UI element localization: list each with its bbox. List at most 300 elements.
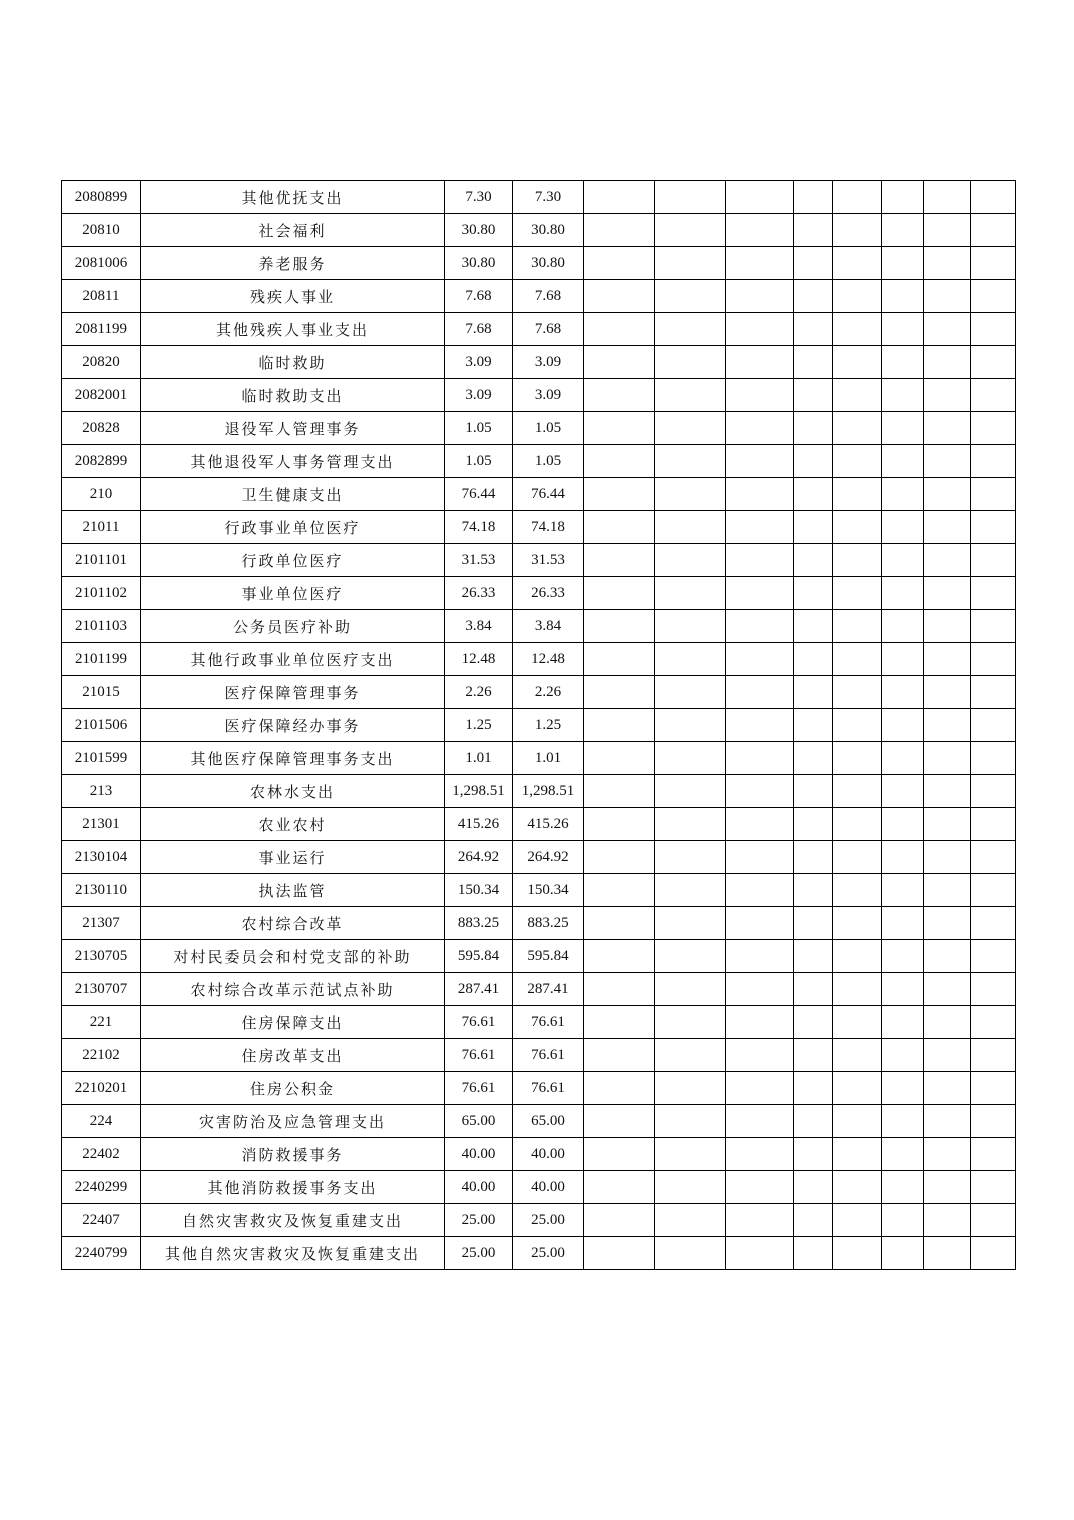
code-cell: 2240799 xyxy=(62,1237,141,1270)
empty-cell xyxy=(584,907,655,940)
item-name-cell: 养老服务 xyxy=(141,247,445,280)
amount-cell: 415.26 xyxy=(513,808,584,841)
empty-cell xyxy=(833,742,882,775)
item-name-cell: 行政单位医疗 xyxy=(141,544,445,577)
empty-cell xyxy=(924,874,971,907)
empty-cell xyxy=(726,478,794,511)
empty-cell xyxy=(794,940,833,973)
empty-cell xyxy=(584,478,655,511)
empty-cell xyxy=(924,379,971,412)
empty-cell xyxy=(794,478,833,511)
amount-cell: 65.00 xyxy=(445,1105,513,1138)
amount-cell: 31.53 xyxy=(513,544,584,577)
empty-cell xyxy=(971,1204,1016,1237)
amount-cell: 287.41 xyxy=(445,973,513,1006)
empty-cell xyxy=(971,643,1016,676)
empty-cell xyxy=(971,181,1016,214)
amount-cell: 595.84 xyxy=(513,940,584,973)
empty-cell xyxy=(655,808,726,841)
empty-cell xyxy=(971,313,1016,346)
empty-cell xyxy=(882,1171,924,1204)
code-cell: 2130707 xyxy=(62,973,141,1006)
empty-cell xyxy=(794,1138,833,1171)
empty-cell xyxy=(882,907,924,940)
empty-cell xyxy=(971,1105,1016,1138)
code-cell: 21015 xyxy=(62,676,141,709)
empty-cell xyxy=(833,379,882,412)
code-cell: 20820 xyxy=(62,346,141,379)
empty-cell xyxy=(794,1171,833,1204)
empty-cell xyxy=(924,742,971,775)
empty-cell xyxy=(971,511,1016,544)
empty-cell xyxy=(833,1204,882,1237)
empty-cell xyxy=(924,610,971,643)
item-name-cell: 农林水支出 xyxy=(141,775,445,808)
table-row xyxy=(62,412,1016,445)
empty-cell xyxy=(794,280,833,313)
empty-cell xyxy=(882,247,924,280)
code-cell: 2130705 xyxy=(62,940,141,973)
item-name-cell: 其他医疗保障管理事务支出 xyxy=(141,742,445,775)
item-name-cell: 对村民委员会和村党支部的补助 xyxy=(141,940,445,973)
empty-cell xyxy=(833,1138,882,1171)
empty-cell xyxy=(882,874,924,907)
empty-cell xyxy=(794,412,833,445)
empty-cell xyxy=(971,841,1016,874)
empty-cell xyxy=(726,280,794,313)
empty-cell xyxy=(584,1105,655,1138)
item-name-cell: 卫生健康支出 xyxy=(141,478,445,511)
amount-cell: 883.25 xyxy=(445,907,513,940)
empty-cell xyxy=(726,874,794,907)
item-name-cell: 医疗保障经办事务 xyxy=(141,709,445,742)
empty-cell xyxy=(794,610,833,643)
budget-table xyxy=(61,180,1016,1270)
amount-cell: 3.09 xyxy=(513,379,584,412)
empty-cell xyxy=(726,1138,794,1171)
empty-cell xyxy=(655,1204,726,1237)
item-name-cell: 农村综合改革 xyxy=(141,907,445,940)
item-name-cell: 执法监管 xyxy=(141,874,445,907)
empty-cell xyxy=(833,1006,882,1039)
empty-cell xyxy=(924,181,971,214)
empty-cell xyxy=(655,676,726,709)
empty-cell xyxy=(882,709,924,742)
item-name-cell: 其他残疾人事业支出 xyxy=(141,313,445,346)
empty-cell xyxy=(882,1006,924,1039)
empty-cell xyxy=(726,544,794,577)
amount-cell: 30.80 xyxy=(513,247,584,280)
empty-cell xyxy=(794,214,833,247)
empty-cell xyxy=(882,841,924,874)
empty-cell xyxy=(655,643,726,676)
code-cell: 210 xyxy=(62,478,141,511)
amount-cell: 7.30 xyxy=(445,181,513,214)
amount-cell: 30.80 xyxy=(445,214,513,247)
empty-cell xyxy=(971,1039,1016,1072)
empty-cell xyxy=(655,511,726,544)
empty-cell xyxy=(833,247,882,280)
empty-cell xyxy=(833,1105,882,1138)
empty-cell xyxy=(794,379,833,412)
code-cell: 2082899 xyxy=(62,445,141,478)
empty-cell xyxy=(655,940,726,973)
amount-cell: 1.25 xyxy=(513,709,584,742)
empty-cell xyxy=(655,1039,726,1072)
empty-cell xyxy=(833,280,882,313)
item-name-cell: 农业农村 xyxy=(141,808,445,841)
table-row xyxy=(62,709,1016,742)
empty-cell xyxy=(971,676,1016,709)
empty-cell xyxy=(726,1072,794,1105)
empty-cell xyxy=(794,346,833,379)
empty-cell xyxy=(971,610,1016,643)
amount-cell: 415.26 xyxy=(445,808,513,841)
item-name-cell: 医疗保障管理事务 xyxy=(141,676,445,709)
empty-cell xyxy=(794,1006,833,1039)
empty-cell xyxy=(584,346,655,379)
item-name-cell: 其他消防救援事务支出 xyxy=(141,1171,445,1204)
empty-cell xyxy=(833,445,882,478)
amount-cell: 264.92 xyxy=(513,841,584,874)
empty-cell xyxy=(794,1072,833,1105)
table-row xyxy=(62,1006,1016,1039)
empty-cell xyxy=(584,973,655,1006)
amount-cell: 40.00 xyxy=(445,1138,513,1171)
empty-cell xyxy=(833,511,882,544)
empty-cell xyxy=(726,181,794,214)
empty-cell xyxy=(584,1171,655,1204)
amount-cell: 1.05 xyxy=(445,445,513,478)
code-cell: 20810 xyxy=(62,214,141,247)
code-cell: 21301 xyxy=(62,808,141,841)
amount-cell: 40.00 xyxy=(445,1171,513,1204)
empty-cell xyxy=(833,313,882,346)
empty-cell xyxy=(971,808,1016,841)
empty-cell xyxy=(833,214,882,247)
empty-cell xyxy=(655,280,726,313)
empty-cell xyxy=(833,544,882,577)
empty-cell xyxy=(882,412,924,445)
empty-cell xyxy=(655,610,726,643)
empty-cell xyxy=(655,445,726,478)
empty-cell xyxy=(584,544,655,577)
empty-cell xyxy=(833,412,882,445)
empty-cell xyxy=(794,1237,833,1270)
empty-cell xyxy=(833,478,882,511)
amount-cell: 26.33 xyxy=(513,577,584,610)
table-row xyxy=(62,1204,1016,1237)
empty-cell xyxy=(794,775,833,808)
empty-cell xyxy=(971,742,1016,775)
empty-cell xyxy=(655,1105,726,1138)
code-cell: 2130104 xyxy=(62,841,141,874)
empty-cell xyxy=(794,874,833,907)
empty-cell xyxy=(584,1039,655,1072)
amount-cell: 12.48 xyxy=(513,643,584,676)
empty-cell xyxy=(882,808,924,841)
empty-cell xyxy=(726,412,794,445)
amount-cell: 150.34 xyxy=(513,874,584,907)
amount-cell: 76.61 xyxy=(513,1006,584,1039)
empty-cell xyxy=(924,478,971,511)
empty-cell xyxy=(794,247,833,280)
empty-cell xyxy=(726,1039,794,1072)
empty-cell xyxy=(726,643,794,676)
amount-cell: 76.61 xyxy=(513,1039,584,1072)
empty-cell xyxy=(655,544,726,577)
item-name-cell: 其他优抚支出 xyxy=(141,181,445,214)
code-cell: 2101599 xyxy=(62,742,141,775)
empty-cell xyxy=(882,214,924,247)
empty-cell xyxy=(655,412,726,445)
empty-cell xyxy=(833,1039,882,1072)
empty-cell xyxy=(726,1237,794,1270)
empty-cell xyxy=(794,841,833,874)
empty-cell xyxy=(794,181,833,214)
empty-cell xyxy=(794,1105,833,1138)
amount-cell: 25.00 xyxy=(513,1237,584,1270)
amount-cell: 65.00 xyxy=(513,1105,584,1138)
empty-cell xyxy=(584,676,655,709)
empty-cell xyxy=(924,1006,971,1039)
empty-cell xyxy=(924,346,971,379)
empty-cell xyxy=(971,577,1016,610)
empty-cell xyxy=(794,709,833,742)
empty-cell xyxy=(833,610,882,643)
empty-cell xyxy=(794,742,833,775)
empty-cell xyxy=(655,742,726,775)
item-name-cell: 灾害防治及应急管理支出 xyxy=(141,1105,445,1138)
empty-cell xyxy=(584,412,655,445)
item-name-cell: 事业运行 xyxy=(141,841,445,874)
empty-cell xyxy=(584,1072,655,1105)
empty-cell xyxy=(584,940,655,973)
amount-cell: 264.92 xyxy=(445,841,513,874)
empty-cell xyxy=(584,1138,655,1171)
empty-cell xyxy=(882,346,924,379)
code-cell: 2240299 xyxy=(62,1171,141,1204)
empty-cell xyxy=(882,610,924,643)
amount-cell: 76.61 xyxy=(445,1039,513,1072)
empty-cell xyxy=(726,511,794,544)
empty-cell xyxy=(794,313,833,346)
table-row xyxy=(62,742,1016,775)
code-cell: 22407 xyxy=(62,1204,141,1237)
amount-cell: 31.53 xyxy=(445,544,513,577)
amount-cell: 1,298.51 xyxy=(445,775,513,808)
empty-cell xyxy=(971,214,1016,247)
amount-cell: 7.68 xyxy=(445,313,513,346)
code-cell: 2130110 xyxy=(62,874,141,907)
empty-cell xyxy=(584,1237,655,1270)
empty-cell xyxy=(655,577,726,610)
empty-cell xyxy=(971,709,1016,742)
empty-cell xyxy=(584,313,655,346)
empty-cell xyxy=(971,1138,1016,1171)
item-name-cell: 住房改革支出 xyxy=(141,1039,445,1072)
empty-cell xyxy=(794,577,833,610)
amount-cell: 150.34 xyxy=(445,874,513,907)
table-row xyxy=(62,379,1016,412)
item-name-cell: 住房公积金 xyxy=(141,1072,445,1105)
empty-cell xyxy=(655,181,726,214)
amount-cell: 30.80 xyxy=(445,247,513,280)
empty-cell xyxy=(833,1171,882,1204)
code-cell: 2101199 xyxy=(62,643,141,676)
amount-cell: 1.05 xyxy=(513,412,584,445)
empty-cell xyxy=(971,544,1016,577)
empty-cell xyxy=(584,214,655,247)
table-row xyxy=(62,1105,1016,1138)
table-row xyxy=(62,874,1016,907)
table-row xyxy=(62,445,1016,478)
empty-cell xyxy=(584,280,655,313)
empty-cell xyxy=(655,313,726,346)
empty-cell xyxy=(833,676,882,709)
empty-cell xyxy=(726,445,794,478)
amount-cell: 1,298.51 xyxy=(513,775,584,808)
empty-cell xyxy=(882,1105,924,1138)
empty-cell xyxy=(584,841,655,874)
empty-cell xyxy=(833,709,882,742)
empty-cell xyxy=(924,973,971,1006)
empty-cell xyxy=(971,247,1016,280)
empty-cell xyxy=(584,577,655,610)
empty-cell xyxy=(794,544,833,577)
code-cell: 2082001 xyxy=(62,379,141,412)
amount-cell: 3.84 xyxy=(445,610,513,643)
table-row xyxy=(62,247,1016,280)
empty-cell xyxy=(794,1039,833,1072)
empty-cell xyxy=(584,247,655,280)
item-name-cell: 自然灾害救灾及恢复重建支出 xyxy=(141,1204,445,1237)
empty-cell xyxy=(655,874,726,907)
table-row xyxy=(62,940,1016,973)
empty-cell xyxy=(584,610,655,643)
amount-cell: 25.00 xyxy=(513,1204,584,1237)
empty-cell xyxy=(924,445,971,478)
table-row xyxy=(62,214,1016,247)
empty-cell xyxy=(882,379,924,412)
amount-cell: 12.48 xyxy=(445,643,513,676)
empty-cell xyxy=(726,247,794,280)
empty-cell xyxy=(726,1006,794,1039)
empty-cell xyxy=(882,973,924,1006)
empty-cell xyxy=(655,214,726,247)
item-name-cell: 公务员医疗补助 xyxy=(141,610,445,643)
empty-cell xyxy=(924,511,971,544)
empty-cell xyxy=(584,511,655,544)
code-cell: 2101102 xyxy=(62,577,141,610)
empty-cell xyxy=(971,940,1016,973)
amount-cell: 595.84 xyxy=(445,940,513,973)
empty-cell xyxy=(924,1204,971,1237)
table-row xyxy=(62,841,1016,874)
amount-cell: 3.84 xyxy=(513,610,584,643)
table-row xyxy=(62,544,1016,577)
table-row xyxy=(62,280,1016,313)
empty-cell xyxy=(924,214,971,247)
empty-cell xyxy=(655,907,726,940)
amount-cell: 7.68 xyxy=(513,280,584,313)
empty-cell xyxy=(971,412,1016,445)
empty-cell xyxy=(726,676,794,709)
empty-cell xyxy=(726,973,794,1006)
empty-cell xyxy=(726,1171,794,1204)
code-cell: 22402 xyxy=(62,1138,141,1171)
empty-cell xyxy=(882,511,924,544)
empty-cell xyxy=(726,709,794,742)
empty-cell xyxy=(833,1072,882,1105)
amount-cell: 74.18 xyxy=(445,511,513,544)
amount-cell: 883.25 xyxy=(513,907,584,940)
code-cell: 2081006 xyxy=(62,247,141,280)
empty-cell xyxy=(882,313,924,346)
amount-cell: 287.41 xyxy=(513,973,584,1006)
amount-cell: 76.44 xyxy=(513,478,584,511)
empty-cell xyxy=(882,676,924,709)
empty-cell xyxy=(882,1072,924,1105)
empty-cell xyxy=(924,247,971,280)
empty-cell xyxy=(971,1006,1016,1039)
item-name-cell: 临时救助 xyxy=(141,346,445,379)
empty-cell xyxy=(584,1006,655,1039)
empty-cell xyxy=(726,1105,794,1138)
empty-cell xyxy=(794,907,833,940)
table-row xyxy=(62,775,1016,808)
empty-cell xyxy=(833,643,882,676)
empty-cell xyxy=(584,709,655,742)
empty-cell xyxy=(924,1105,971,1138)
empty-cell xyxy=(794,1204,833,1237)
empty-cell xyxy=(882,544,924,577)
item-name-cell: 其他退役军人事务管理支出 xyxy=(141,445,445,478)
empty-cell xyxy=(882,280,924,313)
empty-cell xyxy=(833,1237,882,1270)
table-body xyxy=(62,181,1016,1270)
table-row xyxy=(62,676,1016,709)
empty-cell xyxy=(882,643,924,676)
empty-cell xyxy=(726,940,794,973)
empty-cell xyxy=(882,742,924,775)
empty-cell xyxy=(971,1072,1016,1105)
empty-cell xyxy=(655,1006,726,1039)
code-cell: 21307 xyxy=(62,907,141,940)
table-row xyxy=(62,1039,1016,1072)
table-row xyxy=(62,907,1016,940)
empty-cell xyxy=(794,973,833,1006)
empty-cell xyxy=(726,742,794,775)
empty-cell xyxy=(584,379,655,412)
code-cell: 224 xyxy=(62,1105,141,1138)
empty-cell xyxy=(584,1204,655,1237)
empty-cell xyxy=(833,907,882,940)
empty-cell xyxy=(584,742,655,775)
empty-cell xyxy=(882,478,924,511)
empty-cell xyxy=(882,181,924,214)
empty-cell xyxy=(655,346,726,379)
empty-cell xyxy=(924,676,971,709)
amount-cell: 3.09 xyxy=(445,346,513,379)
empty-cell xyxy=(584,874,655,907)
empty-cell xyxy=(833,808,882,841)
empty-cell xyxy=(655,775,726,808)
empty-cell xyxy=(924,1171,971,1204)
empty-cell xyxy=(584,181,655,214)
empty-cell xyxy=(924,412,971,445)
amount-cell: 76.61 xyxy=(445,1006,513,1039)
